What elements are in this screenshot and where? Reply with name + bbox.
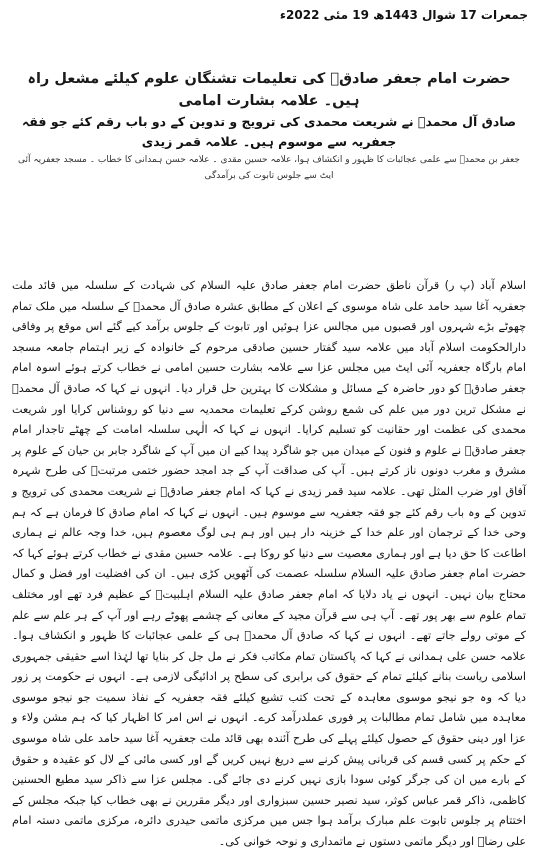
- subheadline: صادق آل محمدؐ نے شریعت محمدی کی ترویج و تدوین کے دو باب رقم کئے جو فقہ جعفریہ سے موسوم ہیں۔ علامہ قمر زیدی: [21, 114, 517, 149]
- caption: جعفر بن محمدؑ سے علمی عجائبات کا ظہور و انکشاف ہوا، علامہ حسین مقدی ۔ علامہ حسن ہمدانی کا خطاب ۔ مسجد جعفریہ آئی ایٹ سے جلوس تابوت کی برآمدگی: [18, 155, 520, 181]
- dateline: جمعرات 17 شوال 1443ھ 19 مئی 2022ء: [279, 8, 528, 22]
- headline: حضرت امام جعفر صادقؑ کی تعلیمات تشنگان علوم کیلئے مشعل راہ ہیں۔ علامہ بشارت امامی: [27, 71, 511, 109]
- article-body: [10, 276, 528, 853]
- article-paragraph: اسلام آباد (پ ر) قرآن ناطق حضرت امام جعفر صادق علیہ السلام کی شہادت کے سلسلہ میں قائد ملت جعفریہ آغا سید حامد علی شاہ موسوی کے اعلان کے مطابق عشرہ صادق آل محمدؐ کے سلسلہ میں ملک تمام چھوٹے بڑے شہروں اور قصبوں میں مجالس عزا ہوئیں اور تابوت کے جلوس برآمد کیے گئے اس موقع پر وفاقی دارالحکومت اسلام آباد میں علامہ سید گفتار حسین صادقی مرحوم کے خانوادہ کے زیر اہتمام جامعہ مسجد امام بارگاہ جعفریہ آئی ایٹ میں مجلس عزا سے علامہ بشارت حسین امامی نے خطاب کرتے ہوئے اسوہ امام جعفر صادقؑ کو دور حاضرہ کے مسائل و مشکلات کا بہترین حل قرار دیا۔ انہوں نے کہا کہ صادق آل محمدؐ نے مشکل ترین دور میں علم کی شمع روشن کرکے تعلیمات محمدیہ سے دنیا کو روشناس کرایا اور شریعت محمدی کی عظمت اور حقانیت کو تسلیم کرایا۔ انہوں نے کہا کہ الٰہی سلسلہ امامت کے چھٹے تاجدار امام جعفر صادقؑ نے علوم و فنون کے میدان میں جو شاگرد پیدا کیے ان میں آپ کے شاگرد جابر بن حیان کے علوم پر مشرق و مغرب دونوں ناز کرتے ہیں۔ آپ کی صداقت آپ کے جد امجد حضور ختمی مرتبتؐ کی طرح شہرہ آفاق اور ضرب المثل تھی۔ علامہ سید قمر زیدی نے کہا کہ امام جعفر صادقؑ نے شریعت محمدی کی ترویج و تدوین کے وہ باب رقم کئے جو فقہ جعفریہ سے موسوم ہیں۔ انہوں نے کہا کہ امام صادق کا فرمان ہے کہ ہم وحی خدا کے ترجمان اور علم خدا کے خزینہ دار ہیں اور ہم ہی لوگ معصوم ہیں، خدا وجہ عالم نے ہماری اطاعت کا حق دیا ہے اور ہماری معصیت سے دنیا کو روکا ہے۔ علامہ حسین مقدی نے خطاب کرتے ہوئے کہا کہ حضرت امام جعفر صادق علیہ السلام سلسلہ عصمت کی آٹھویں کڑی ہیں۔ ان کی افضلیت اور فضل و کمال محتاج بیان نہیں۔ انہوں نے یاد دلایا کہ امام جعفر صادق علیہ السلام اہلبیتؑ کے عظیم فرد تھے اور مختلف تمام علوم سے بھر پور تھے۔ آپ ہی سے قرآن مجید کے معانی کے چشمے پھوٹے رہے اور آپ کے ہر علم سے علم کے موتی رولے جاتے تھے۔ انہوں نے کہا کہ صادق آل محمدؐ ہی کے علمی عجائبات کا ظہور و انکشاف ہوا۔ علامہ حسن علی ہمدانی نے کہا کہ پاکستان تمام مکاتب فکر نے مل جل کر بنایا تھا لہٰذا اسے حقیقی جمہوری اسلامی ریاست بنانے کیلئے تمام کے حقوق کی برابری کی سطح پر ادائیگی لازمی ہے۔ انہوں نے حکومت پر زور دیا کہ وہ جو نیجو موسوی معاہدہ کے تحت کتب تشیع کیلئے فقہ جعفریہ کے نفاذ سمیت جو نیجو موسوی معاہدہ میں شامل تمام مطالبات پر فوری عملدرآمد کرے۔ انہوں نے اس امر کا اظہار کیا کہ ہم مشن ولاء و عزا اور دینی حقوق کے حصول کیلئے پہلے کی طرح آئندہ بھی قائد ملت جعفریہ آغا سید حامد علی شاہ موسوی کے حکم پر کسی قسم کی قربانی پیش کرنے سے دریغ نہیں کریں گے اور کسی مائی کے لال کو عقیدہ و حقوق کے بارے میں ان کی جرگر کوئی سودا بازی نہیں کرنے دی جائے گی۔ مجلس عزا سے ذاکر سید مطیع الحسنین کاظمی، ذاکر قمر عباس کوثر، سید نصیر حسین سبزواری اور دیگر مقررین نے بھی خطاب کیا جبکہ مجلس کے اختتام پر جلوس تابوت علم مبارک برآمد ہوا جس میں مرکزی ماتمی حیدری دائرہ، مرکزی ماتمی دستہ امام علی رضاؑ اور دیگر ماتمی دستوں نے ماتمداری و نوحہ خوانی کی۔: [12, 279, 526, 849]
- headline-block: [10, 68, 528, 184]
